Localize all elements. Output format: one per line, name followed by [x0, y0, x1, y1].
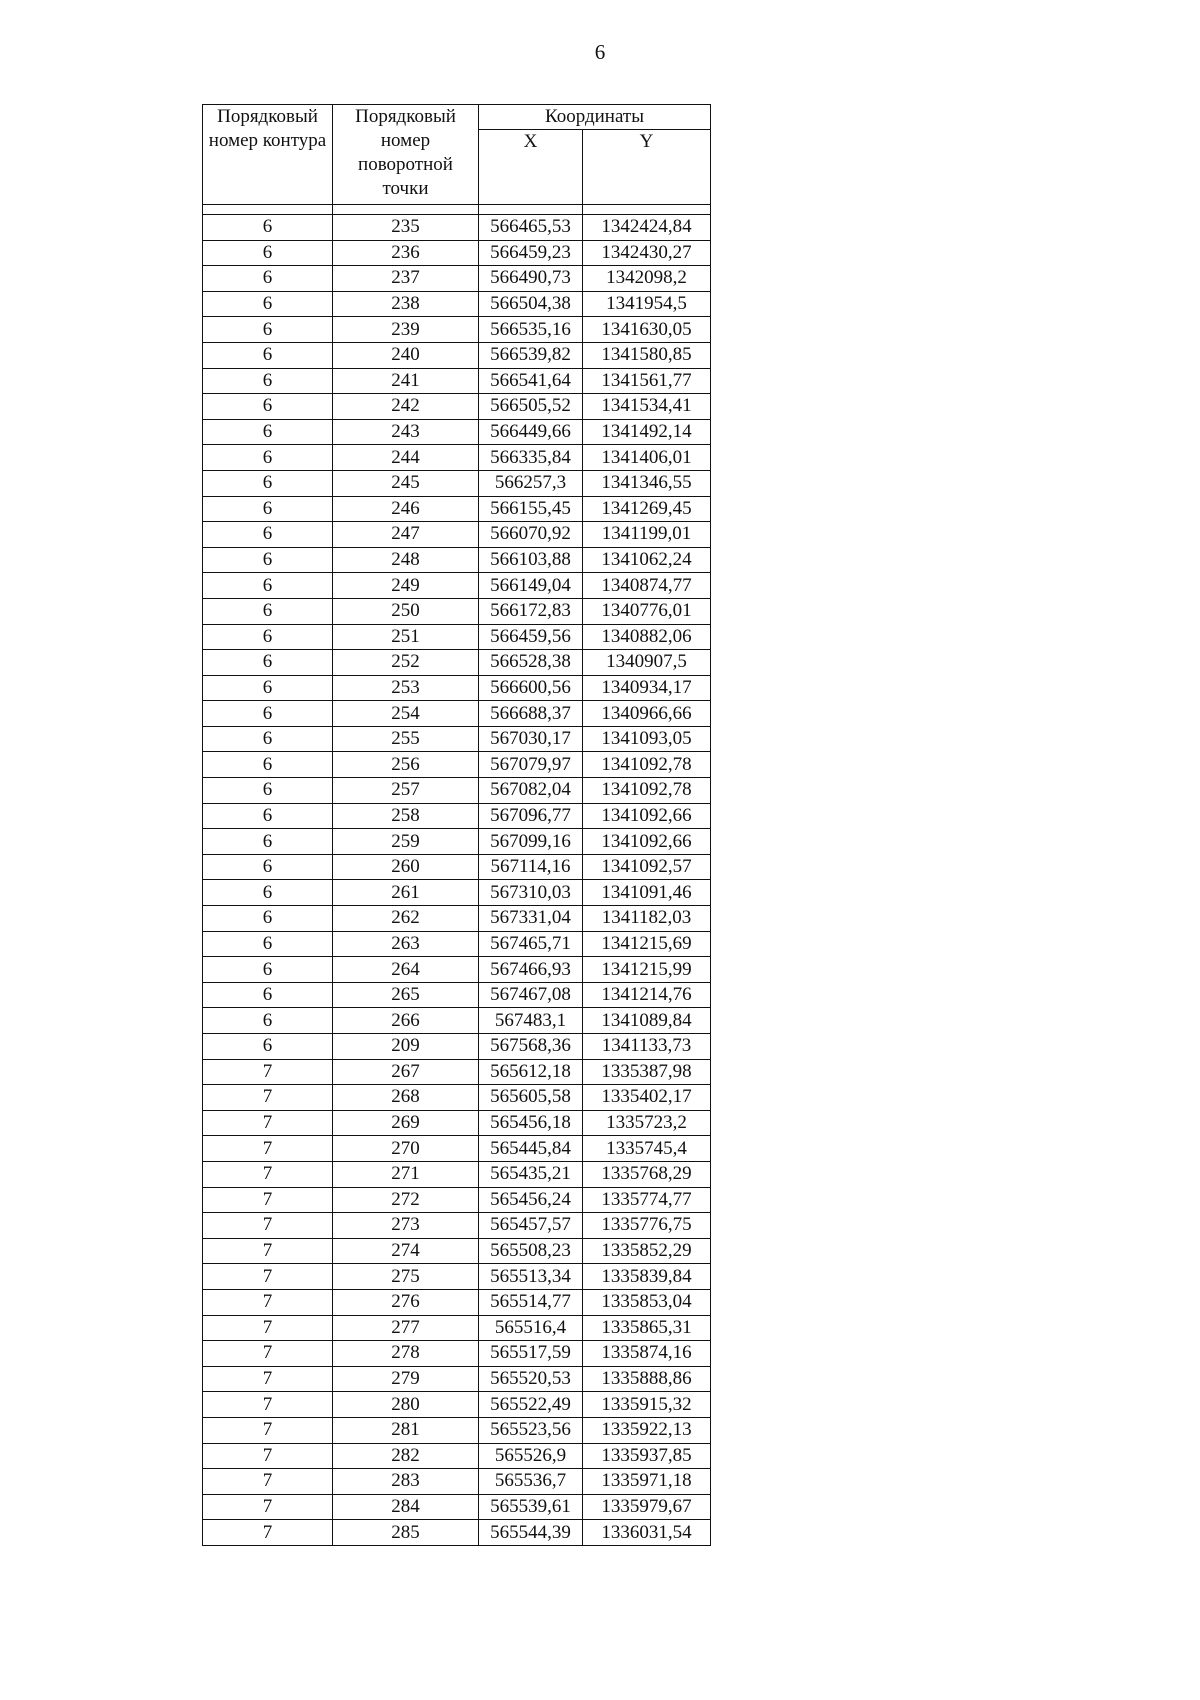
- cell-y: 1335745,4: [583, 1136, 711, 1162]
- cell-contour-number: 6: [203, 957, 333, 983]
- table-row: [203, 342, 711, 368]
- cell-point-number: 283: [333, 1469, 479, 1495]
- cell-x: 566539,82: [479, 342, 583, 368]
- cell-contour-number: 6: [203, 701, 333, 727]
- table-row: [203, 1366, 711, 1392]
- table-row: [203, 1085, 711, 1111]
- cell-y: 1341214,76: [583, 982, 711, 1008]
- cell-point-number: 250: [333, 598, 479, 624]
- table-row: [203, 701, 711, 727]
- cell-point-number: 259: [333, 829, 479, 855]
- table-row: [203, 1008, 711, 1034]
- cell-x: 566257,3: [479, 470, 583, 496]
- cell-contour-number: 6: [203, 240, 333, 266]
- table-row: [203, 1110, 711, 1136]
- cell-x: 565544,39: [479, 1520, 583, 1546]
- table-row: [203, 1034, 711, 1060]
- cell-y: 1341092,57: [583, 854, 711, 880]
- cell-point-number: 248: [333, 547, 479, 573]
- cell-y: 1335888,86: [583, 1366, 711, 1392]
- cell-x: 565536,7: [479, 1469, 583, 1495]
- cell-x: 566172,83: [479, 598, 583, 624]
- cell-contour-number: 7: [203, 1187, 333, 1213]
- header-contour-number: Порядковый номер контура: [203, 105, 333, 205]
- table-row: [203, 650, 711, 676]
- cell-x: 567079,97: [479, 752, 583, 778]
- cell-x: 566103,88: [479, 547, 583, 573]
- cell-point-number: 260: [333, 854, 479, 880]
- cell-point-number: 276: [333, 1289, 479, 1315]
- cell-x: 567082,04: [479, 778, 583, 804]
- table-row: [203, 1443, 711, 1469]
- cell-point-number: 277: [333, 1315, 479, 1341]
- cell-y: 1341534,41: [583, 394, 711, 420]
- coordinates-table: [202, 104, 711, 1546]
- table-row: [203, 1315, 711, 1341]
- cell-contour-number: 6: [203, 291, 333, 317]
- header-spacer: [203, 205, 711, 215]
- table-row: [203, 1136, 711, 1162]
- cell-point-number: 235: [333, 215, 479, 241]
- cell-contour-number: 6: [203, 419, 333, 445]
- cell-y: 1341346,55: [583, 470, 711, 496]
- cell-x: 567099,16: [479, 829, 583, 855]
- table-row: [203, 598, 711, 624]
- cell-point-number: 273: [333, 1213, 479, 1239]
- cell-y: 1335874,16: [583, 1341, 711, 1367]
- table-row: [203, 317, 711, 343]
- cell-contour-number: 7: [203, 1264, 333, 1290]
- cell-point-number: 258: [333, 803, 479, 829]
- table-row: [203, 522, 711, 548]
- cell-contour-number: 6: [203, 624, 333, 650]
- cell-point-number: 255: [333, 726, 479, 752]
- cell-contour-number: 6: [203, 675, 333, 701]
- cell-point-number: 243: [333, 419, 479, 445]
- table-row: [203, 470, 711, 496]
- table-row: [203, 931, 711, 957]
- cell-contour-number: 7: [203, 1238, 333, 1264]
- cell-x: 567466,93: [479, 957, 583, 983]
- cell-y: 1335852,29: [583, 1238, 711, 1264]
- cell-y: 1335922,13: [583, 1417, 711, 1443]
- cell-y: 1335839,84: [583, 1264, 711, 1290]
- table-row: [203, 1161, 711, 1187]
- cell-y: 1341406,01: [583, 445, 711, 471]
- table-row: [203, 1469, 711, 1495]
- cell-contour-number: 6: [203, 726, 333, 752]
- table-row: [203, 1392, 711, 1418]
- cell-point-number: 246: [333, 496, 479, 522]
- cell-y: 1341092,66: [583, 829, 711, 855]
- cell-point-number: 254: [333, 701, 479, 727]
- table-row: [203, 394, 711, 420]
- cell-contour-number: 6: [203, 394, 333, 420]
- cell-point-number: 261: [333, 880, 479, 906]
- cell-y: 1335723,2: [583, 1110, 711, 1136]
- cell-point-number: 237: [333, 266, 479, 292]
- cell-x: 565435,21: [479, 1161, 583, 1187]
- cell-contour-number: 6: [203, 342, 333, 368]
- cell-point-number: 263: [333, 931, 479, 957]
- table-row: [203, 547, 711, 573]
- cell-contour-number: 7: [203, 1213, 333, 1239]
- cell-contour-number: 7: [203, 1110, 333, 1136]
- cell-y: 1340776,01: [583, 598, 711, 624]
- table-row: [203, 752, 711, 778]
- table-row: [203, 1059, 711, 1085]
- cell-contour-number: 7: [203, 1520, 333, 1546]
- cell-contour-number: 6: [203, 598, 333, 624]
- cell-point-number: 252: [333, 650, 479, 676]
- table-row: [203, 982, 711, 1008]
- cell-point-number: 245: [333, 470, 479, 496]
- table-row: [203, 1264, 711, 1290]
- cell-y: 1341630,05: [583, 317, 711, 343]
- header-y: Y: [583, 130, 711, 205]
- cell-point-number: 253: [333, 675, 479, 701]
- cell-x: 566600,56: [479, 675, 583, 701]
- cell-point-number: 242: [333, 394, 479, 420]
- cell-contour-number: 6: [203, 1034, 333, 1060]
- cell-point-number: 241: [333, 368, 479, 394]
- cell-contour-number: 7: [203, 1059, 333, 1085]
- cell-point-number: 244: [333, 445, 479, 471]
- cell-contour-number: 6: [203, 445, 333, 471]
- cell-point-number: 265: [333, 982, 479, 1008]
- cell-x: 565526,9: [479, 1443, 583, 1469]
- cell-x: 565456,24: [479, 1187, 583, 1213]
- cell-contour-number: 6: [203, 522, 333, 548]
- cell-point-number: 251: [333, 624, 479, 650]
- cell-x: 565523,56: [479, 1417, 583, 1443]
- cell-point-number: 264: [333, 957, 479, 983]
- cell-point-number: 279: [333, 1366, 479, 1392]
- cell-point-number: 278: [333, 1341, 479, 1367]
- cell-y: 1341215,99: [583, 957, 711, 983]
- cell-contour-number: 6: [203, 778, 333, 804]
- table-row: [203, 215, 711, 241]
- cell-point-number: 284: [333, 1494, 479, 1520]
- cell-y: 1341954,5: [583, 291, 711, 317]
- cell-x: 567568,36: [479, 1034, 583, 1060]
- cell-contour-number: 6: [203, 266, 333, 292]
- cell-point-number: 257: [333, 778, 479, 804]
- cell-y: 1335776,75: [583, 1213, 711, 1239]
- cell-y: 1341092,66: [583, 803, 711, 829]
- cell-point-number: 280: [333, 1392, 479, 1418]
- cell-point-number: 274: [333, 1238, 479, 1264]
- cell-y: 1341269,45: [583, 496, 711, 522]
- cell-point-number: 267: [333, 1059, 479, 1085]
- cell-y: 1340882,06: [583, 624, 711, 650]
- cell-contour-number: 7: [203, 1085, 333, 1111]
- cell-point-number: 249: [333, 573, 479, 599]
- cell-point-number: 272: [333, 1187, 479, 1213]
- cell-x: 565520,53: [479, 1366, 583, 1392]
- table-row: [203, 778, 711, 804]
- cell-point-number: 268: [333, 1085, 479, 1111]
- cell-x: 567331,04: [479, 906, 583, 932]
- cell-y: 1341580,85: [583, 342, 711, 368]
- cell-y: 1341092,78: [583, 752, 711, 778]
- cell-contour-number: 6: [203, 496, 333, 522]
- cell-x: 565612,18: [479, 1059, 583, 1085]
- header-x: X: [479, 130, 583, 205]
- cell-point-number: 209: [333, 1034, 479, 1060]
- cell-y: 1341133,73: [583, 1034, 711, 1060]
- table-row: [203, 675, 711, 701]
- cell-y: 1336031,54: [583, 1520, 711, 1546]
- cell-contour-number: 7: [203, 1392, 333, 1418]
- table-row: [203, 266, 711, 292]
- cell-x: 565539,61: [479, 1494, 583, 1520]
- cell-x: 566449,66: [479, 419, 583, 445]
- cell-x: 565456,18: [479, 1110, 583, 1136]
- table-header: [203, 105, 711, 205]
- cell-y: 1335387,98: [583, 1059, 711, 1085]
- cell-x: 565445,84: [479, 1136, 583, 1162]
- cell-y: 1341561,77: [583, 368, 711, 394]
- cell-y: 1341091,46: [583, 880, 711, 906]
- cell-contour-number: 6: [203, 880, 333, 906]
- cell-x: 565514,77: [479, 1289, 583, 1315]
- table-row: [203, 957, 711, 983]
- cell-contour-number: 6: [203, 931, 333, 957]
- cell-contour-number: 7: [203, 1469, 333, 1495]
- cell-x: 566459,56: [479, 624, 583, 650]
- cell-y: 1342424,84: [583, 215, 711, 241]
- cell-y: 1335915,32: [583, 1392, 711, 1418]
- cell-y: 1340934,17: [583, 675, 711, 701]
- cell-x: 565508,23: [479, 1238, 583, 1264]
- header-point-number: Порядковый номер поворотной точки: [333, 105, 479, 205]
- cell-point-number: 271: [333, 1161, 479, 1187]
- cell-x: 565605,58: [479, 1085, 583, 1111]
- cell-x: 566688,37: [479, 701, 583, 727]
- cell-contour-number: 6: [203, 650, 333, 676]
- cell-point-number: 275: [333, 1264, 479, 1290]
- cell-x: 566070,92: [479, 522, 583, 548]
- cell-contour-number: 6: [203, 982, 333, 1008]
- cell-contour-number: 7: [203, 1366, 333, 1392]
- cell-y: 1341062,24: [583, 547, 711, 573]
- table-row: [203, 368, 711, 394]
- table-row: [203, 624, 711, 650]
- cell-x: 567030,17: [479, 726, 583, 752]
- cell-x: 567467,08: [479, 982, 583, 1008]
- cell-x: 566149,04: [479, 573, 583, 599]
- cell-y: 1341093,05: [583, 726, 711, 752]
- cell-y: 1335979,67: [583, 1494, 711, 1520]
- cell-y: 1340966,66: [583, 701, 711, 727]
- table-row: [203, 1187, 711, 1213]
- cell-contour-number: 7: [203, 1417, 333, 1443]
- table-row: [203, 240, 711, 266]
- table-row: [203, 1417, 711, 1443]
- cell-contour-number: 7: [203, 1494, 333, 1520]
- cell-contour-number: 6: [203, 470, 333, 496]
- cell-contour-number: 6: [203, 215, 333, 241]
- cell-y: 1335937,85: [583, 1443, 711, 1469]
- cell-contour-number: 6: [203, 752, 333, 778]
- table-row: [203, 906, 711, 932]
- table-row: [203, 1341, 711, 1367]
- table-row: [203, 803, 711, 829]
- page-number: 6: [594, 40, 606, 64]
- table-row: [203, 291, 711, 317]
- cell-y: 1341199,01: [583, 522, 711, 548]
- cell-contour-number: 7: [203, 1341, 333, 1367]
- table-row: [203, 419, 711, 445]
- cell-contour-number: 6: [203, 317, 333, 343]
- cell-y: 1341182,03: [583, 906, 711, 932]
- cell-x: 566155,45: [479, 496, 583, 522]
- table-body: [203, 205, 711, 1546]
- cell-contour-number: 7: [203, 1443, 333, 1469]
- cell-contour-number: 6: [203, 829, 333, 855]
- cell-point-number: 281: [333, 1417, 479, 1443]
- table-row: [203, 1289, 711, 1315]
- cell-x: 566504,38: [479, 291, 583, 317]
- table-row: [203, 496, 711, 522]
- cell-x: 565513,34: [479, 1264, 583, 1290]
- cell-x: 567310,03: [479, 880, 583, 906]
- cell-point-number: 240: [333, 342, 479, 368]
- table-row: [203, 1494, 711, 1520]
- cell-point-number: 269: [333, 1110, 479, 1136]
- cell-y: 1335774,77: [583, 1187, 711, 1213]
- table-row: [203, 880, 711, 906]
- cell-y: 1341089,84: [583, 1008, 711, 1034]
- cell-x: 566335,84: [479, 445, 583, 471]
- table-row: [203, 1238, 711, 1264]
- cell-point-number: 256: [333, 752, 479, 778]
- cell-point-number: 270: [333, 1136, 479, 1162]
- table-row: [203, 829, 711, 855]
- cell-x: 567483,1: [479, 1008, 583, 1034]
- cell-x: 567114,16: [479, 854, 583, 880]
- cell-x: 566490,73: [479, 266, 583, 292]
- cell-y: 1335853,04: [583, 1289, 711, 1315]
- cell-y: 1335971,18: [583, 1469, 711, 1495]
- cell-contour-number: 6: [203, 854, 333, 880]
- cell-y: 1341215,69: [583, 931, 711, 957]
- cell-x: 565517,59: [479, 1341, 583, 1367]
- cell-point-number: 238: [333, 291, 479, 317]
- cell-point-number: 282: [333, 1443, 479, 1469]
- cell-x: 566505,52: [479, 394, 583, 420]
- table-row: [203, 1520, 711, 1546]
- cell-y: 1340907,5: [583, 650, 711, 676]
- cell-y: 1335402,17: [583, 1085, 711, 1111]
- cell-contour-number: 6: [203, 547, 333, 573]
- cell-contour-number: 7: [203, 1136, 333, 1162]
- table-row: [203, 573, 711, 599]
- cell-point-number: 262: [333, 906, 479, 932]
- cell-y: 1340874,77: [583, 573, 711, 599]
- cell-x: 566541,64: [479, 368, 583, 394]
- cell-y: 1335768,29: [583, 1161, 711, 1187]
- cell-contour-number: 6: [203, 803, 333, 829]
- cell-contour-number: 6: [203, 1008, 333, 1034]
- cell-point-number: 236: [333, 240, 479, 266]
- cell-contour-number: 6: [203, 906, 333, 932]
- cell-y: 1342430,27: [583, 240, 711, 266]
- cell-contour-number: 7: [203, 1161, 333, 1187]
- cell-contour-number: 7: [203, 1289, 333, 1315]
- table-row: [203, 854, 711, 880]
- cell-y: 1335865,31: [583, 1315, 711, 1341]
- cell-x: 565457,57: [479, 1213, 583, 1239]
- table-row: [203, 726, 711, 752]
- cell-x: 566465,53: [479, 215, 583, 241]
- cell-x: 565516,4: [479, 1315, 583, 1341]
- cell-point-number: 266: [333, 1008, 479, 1034]
- cell-x: 567465,71: [479, 931, 583, 957]
- cell-y: 1342098,2: [583, 266, 711, 292]
- header-coordinates: Координаты: [479, 105, 711, 130]
- cell-point-number: 285: [333, 1520, 479, 1546]
- cell-contour-number: 6: [203, 368, 333, 394]
- cell-x: 565522,49: [479, 1392, 583, 1418]
- cell-contour-number: 6: [203, 573, 333, 599]
- cell-x: 567096,77: [479, 803, 583, 829]
- table-row: [203, 445, 711, 471]
- cell-y: 1341092,78: [583, 778, 711, 804]
- table-row: [203, 1213, 711, 1239]
- cell-point-number: 239: [333, 317, 479, 343]
- cell-point-number: 247: [333, 522, 479, 548]
- cell-y: 1341492,14: [583, 419, 711, 445]
- cell-contour-number: 7: [203, 1315, 333, 1341]
- cell-x: 566535,16: [479, 317, 583, 343]
- cell-x: 566459,23: [479, 240, 583, 266]
- cell-x: 566528,38: [479, 650, 583, 676]
